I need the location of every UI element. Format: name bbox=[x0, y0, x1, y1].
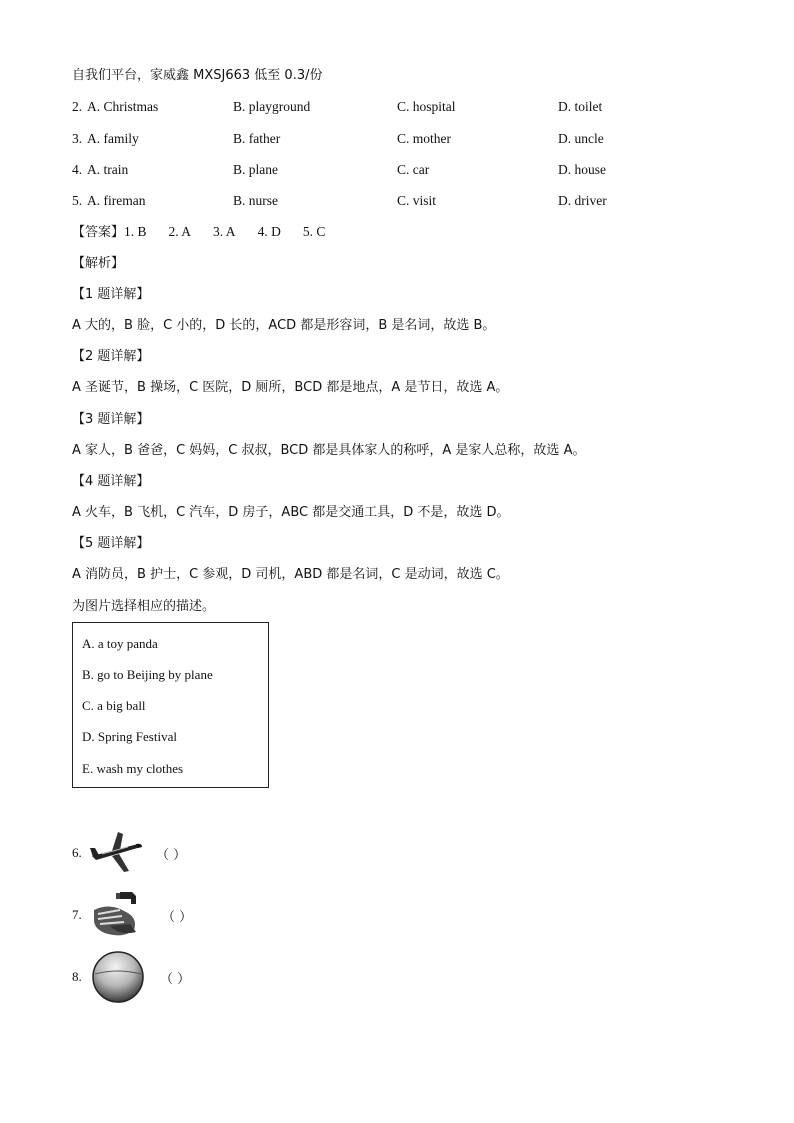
picture-question-number: 7. bbox=[72, 907, 82, 922]
choice-item: A. a toy panda bbox=[82, 636, 158, 651]
option-d: D. toilet bbox=[558, 99, 603, 114]
answer-blank[interactable]: （ ） bbox=[156, 848, 187, 863]
answer-item: 4. D bbox=[257, 224, 281, 239]
question-number: 4. bbox=[72, 162, 83, 177]
choice-item: E. wash my clothes bbox=[82, 761, 184, 776]
option-c: C. hospital bbox=[397, 99, 456, 114]
answer-item: 1. B bbox=[124, 224, 147, 239]
washing-hands-icon bbox=[90, 888, 150, 940]
detail-body: A 大的，B 脸，C 小的，D 长的，ACD 都是形容词，B 是名词，故选 B。 bbox=[72, 318, 496, 333]
option-d: D. uncle bbox=[558, 131, 604, 146]
picture-question-number: 6. bbox=[72, 845, 82, 860]
detail-heading: 【4 题详解】 bbox=[72, 474, 150, 489]
answer-line bbox=[72, 223, 347, 242]
detail-body: A 家人，B 爸爸，C 妈妈，C 叔叔，BCD 都是具体家人的称呼，A 是家人总称，故选 A。 bbox=[72, 443, 586, 458]
detail-heading: 【5 题详解】 bbox=[72, 536, 150, 551]
option-a: A. family bbox=[87, 131, 139, 146]
question-row bbox=[72, 130, 632, 148]
detail-body: A 圣诞节，B 操场，C 医院，D 厕所，BCD 都是地点，A 是节日，故选 A。 bbox=[72, 380, 509, 395]
question-row bbox=[72, 192, 632, 210]
option-d: D. house bbox=[558, 162, 606, 177]
header-text: 自我们平台，家威鑫 MXSJ663 低至 0.3/份 bbox=[72, 68, 323, 83]
option-c: C. visit bbox=[397, 193, 437, 208]
detail-body: A 消防员，B 护士，C 参观，D 司机，ABD 都是名词，C 是动词，故选 C。 bbox=[72, 567, 509, 582]
choices-box bbox=[72, 622, 269, 788]
answer-blank[interactable]: （ ） bbox=[162, 910, 193, 925]
answer-item: 5. C bbox=[302, 224, 326, 239]
detail-body: A 火车，B 飞机，C 汽车，D 房子，ABC 都是交通工具，D 不是，故选 D。 bbox=[72, 505, 510, 520]
answer-label: 【答案】 bbox=[72, 225, 125, 240]
question-row bbox=[72, 161, 632, 179]
picture-question-number: 8. bbox=[72, 969, 82, 984]
analysis-label: 【解析】 bbox=[72, 256, 125, 271]
answer-blank[interactable]: （ ） bbox=[160, 972, 191, 987]
question-number: 3. bbox=[72, 131, 83, 146]
choice-item: C. a big ball bbox=[82, 698, 146, 713]
answer-item: 3. A bbox=[213, 224, 236, 239]
option-b: B. nurse bbox=[233, 193, 278, 208]
option-a: A. train bbox=[87, 162, 129, 177]
detail-heading: 【1 题详解】 bbox=[72, 287, 150, 302]
option-b: B. plane bbox=[233, 162, 278, 177]
question-number: 2. bbox=[72, 99, 83, 114]
instruction-text: 为图片选择相应的描述。 bbox=[72, 599, 216, 614]
option-c: C. car bbox=[397, 162, 430, 177]
option-b: B. father bbox=[233, 131, 281, 146]
airplane-icon bbox=[88, 826, 144, 878]
choice-item: B. go to Beijing by plane bbox=[82, 667, 213, 682]
question-number: 5. bbox=[72, 193, 83, 208]
option-c: C. mother bbox=[397, 131, 451, 146]
question-row bbox=[72, 98, 632, 116]
detail-heading: 【2 题详解】 bbox=[72, 349, 150, 364]
answer-item: 2. A bbox=[168, 224, 192, 239]
option-d: D. driver bbox=[558, 193, 607, 208]
detail-heading: 【3 题详解】 bbox=[72, 412, 150, 427]
option-a: A. Christmas bbox=[87, 99, 159, 114]
ball-icon bbox=[90, 950, 146, 1004]
choice-item: D. Spring Festival bbox=[82, 729, 177, 744]
option-b: B. playground bbox=[233, 99, 311, 114]
option-a: A. fireman bbox=[87, 193, 146, 208]
